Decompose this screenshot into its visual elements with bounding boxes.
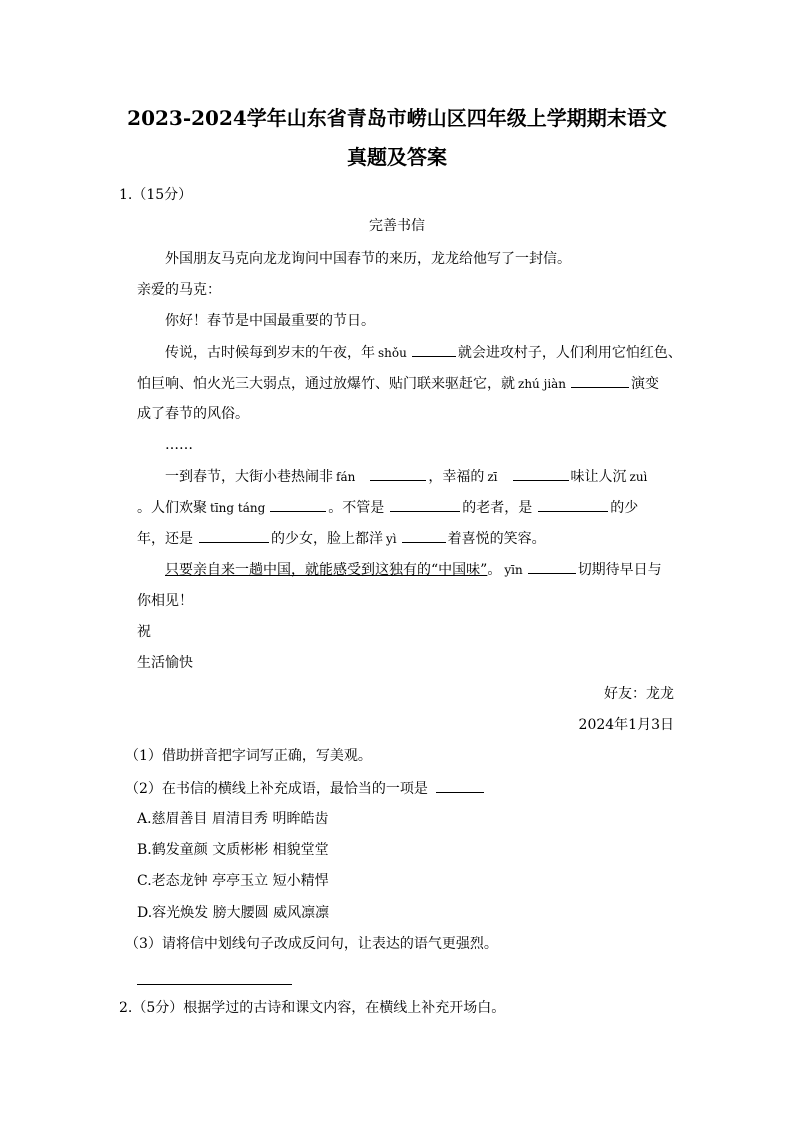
text: 就会进攻村子，人们利用它怕红色、 [457,345,682,361]
text: 的老者，是 [462,500,533,516]
pinyin: yì [386,532,397,546]
para3-line2: 你相见！ [137,593,193,609]
text: 的少 [610,500,639,516]
para3-line1 [165,559,662,580]
para2-line3 [137,528,546,549]
signature: 好友：龙龙 [604,686,674,702]
date: 2024年1月3日 [578,717,674,733]
pinyin: zhú jiàn [518,377,567,391]
sub-question-2 [125,778,486,799]
text: 演变 [631,376,660,392]
pinyin: tīng táng [210,501,266,515]
text: 怕巨响、怕火光三大弱点，通过放爆竹、贴门联来驱赶它，就 [137,376,515,392]
letter-title: 完善书信 [369,218,425,234]
pinyin: zī [487,470,498,484]
underlined-sentence: 只要亲自来一趟中国，就能感受到这独有的“中国味” [165,562,488,578]
answer-line [137,984,292,985]
text: 着喜悦的笑容。 [447,531,546,547]
blank [412,342,456,357]
text: 年，还是 [137,531,193,547]
doc-title: 2023-2024学年山东省青岛市崂山区四年级上学期期末语文 [127,106,667,130]
blank [402,528,446,543]
text: 切期待早日与 [577,562,662,578]
blank [270,497,326,512]
option-c: C.老态龙钟 亭亭玉立 短小精悍 [137,873,329,889]
text: ，幸福的 [428,469,485,485]
closing-1: 祝 [137,624,151,640]
blank [199,528,269,543]
text: （2）在书信的横线上补充成语，最恰当的一项是 [125,781,428,797]
ellipsis: …… [165,437,193,453]
para1-line2 [137,373,659,394]
blank [528,559,576,574]
blank [390,497,460,512]
sub-question-1: （1）借助拼音把字词写正确，写美观。 [125,748,372,764]
text: 一到春节，大街小巷热闹非 [165,469,333,485]
blank [513,466,569,481]
text: 。人们欢聚 [137,500,207,516]
option-b: B.鹤发童颜 文质彬彬 相貌堂堂 [137,842,329,858]
text: 的少女，脸上都洋 [271,531,383,547]
text: 传说，古时候每到岁末的午夜，年 [165,345,375,361]
option-d: D.容光焕发 膀大腰圆 威风凛凛 [137,905,330,921]
question-2-header: 2.（5分）根据学过的古诗和课文内容，在横线上补充开场白。 [119,1000,506,1016]
para2-line2 [137,497,638,518]
text: 味让人沉 [570,469,627,485]
pinyin: yīn [504,563,523,577]
intro: 外国朋友马克向龙龙询问中国春节的来历，龙龙给他写了一封信。 [165,251,571,267]
para1-line3: 成了春节的风俗。 [137,406,249,422]
blank [538,497,608,512]
salutation: 亲爱的马克： [137,282,221,298]
closing-2: 生活愉快 [137,655,193,671]
blank [571,373,629,388]
answer-blank [436,778,484,793]
blank [370,466,426,481]
greeting: 你好！春节是中国最重要的节日。 [165,313,375,329]
text: 。不管是 [328,500,385,516]
para1-line1 [165,342,682,363]
text: 。 [487,562,502,578]
sub-question-3: （3）请将信中划线句子改成反问句，让表达的语气更强烈。 [125,936,498,952]
pinyin: fán [336,470,356,484]
para2-line1 [165,466,650,487]
question-1-header: 1.（15分） [119,187,193,203]
doc-title-line2: 真题及答案 [347,145,447,169]
pinyin: zuì [629,470,648,484]
option-a: A.慈眉善目 眉清目秀 明眸皓齿 [137,811,329,827]
pinyin: shǒu [378,346,407,360]
